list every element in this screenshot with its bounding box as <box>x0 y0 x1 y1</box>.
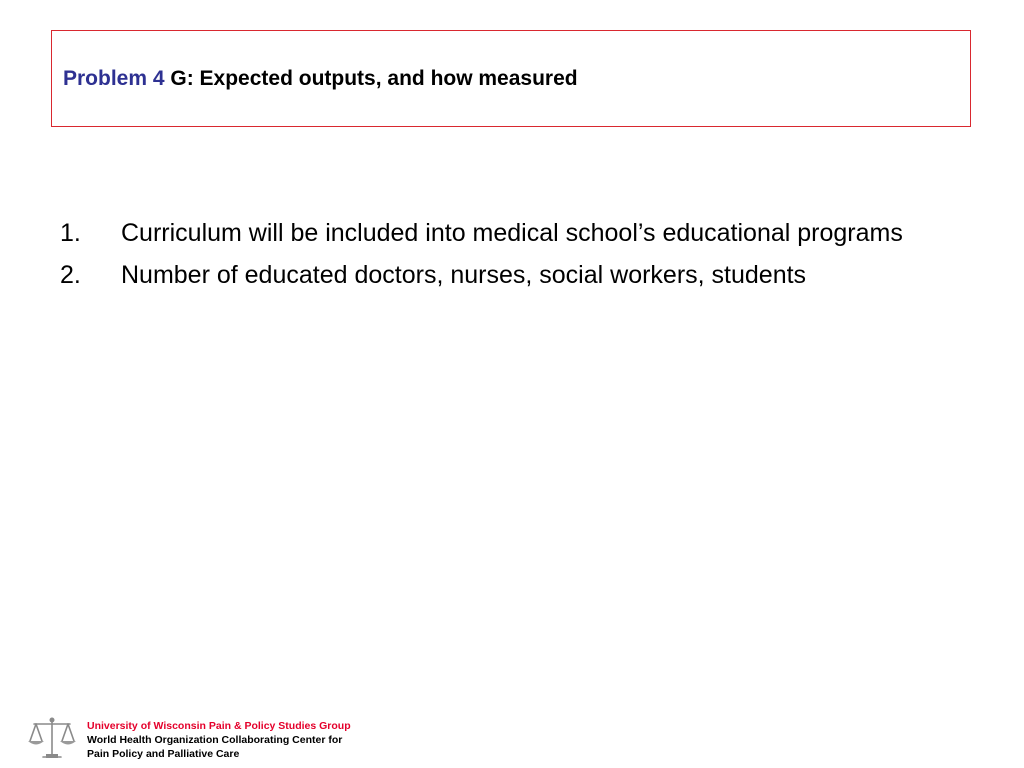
footer-text <box>87 719 351 761</box>
title-accent: Problem 4 <box>63 67 165 90</box>
footer-line-2: Pain Policy and Palliative Care <box>87 748 240 760</box>
item-text: Number of educated doctors, nurses, social workers, students <box>121 261 807 289</box>
item-number: 2. <box>60 261 81 289</box>
item-number: 1. <box>60 219 81 247</box>
footer <box>26 713 446 763</box>
item-text: Curriculum will be included into medical school’s educational programs <box>121 219 903 247</box>
list-item <box>60 258 960 292</box>
list-item <box>60 216 960 250</box>
title-text: G: Expected outputs, and how measured <box>164 67 578 90</box>
title-box <box>51 30 971 127</box>
scales-of-justice-icon <box>26 715 78 761</box>
slide-title <box>63 67 578 91</box>
bullet-list <box>60 216 960 300</box>
footer-org: University of Wisconsin Pain & Policy Studies Group <box>87 720 351 732</box>
footer-line-1: World Health Organization Collaborating Center for <box>87 734 343 746</box>
